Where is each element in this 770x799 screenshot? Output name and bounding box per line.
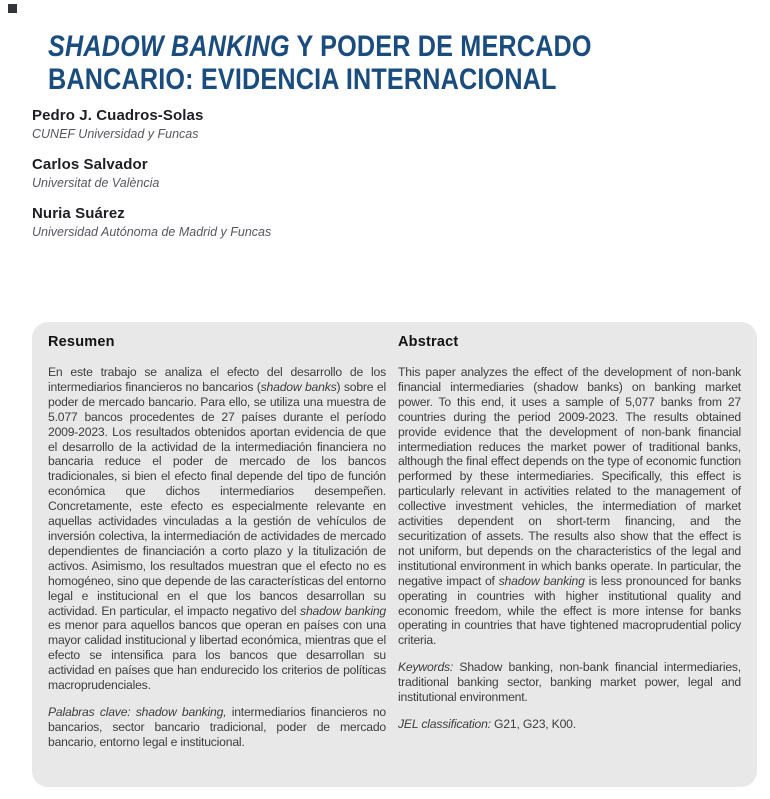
resumen-keywords: Palabras clave: shadow banking, intermediarios financieros no bancarios, sector bancario tradicional, poder de mercado bancario, entorno legal e institucional.	[48, 705, 386, 749]
author-name: Nuria Suárez	[32, 205, 125, 222]
author-affiliation: Universidad Autónoma de Madrid y Funcas	[32, 225, 272, 239]
author-list	[32, 106, 271, 253]
abstract-keywords: Keywords: Shadow banking, non-bank financial intermediaries, traditional banking sector, banking market power, legal and institutional environment.	[398, 660, 741, 705]
author-affiliation: CUNEF Universidad y Funcas	[32, 127, 199, 141]
abstract-body: This paper analyzes the effect of the development of non-bank financial intermediaries (shadow banks) on banking market power. To this end, it uses a sample of 5,077 banks from 27 countries during the period 2009-2023. The results obtained provide evidence that the development of non-bank financial intermediation reduces the market power of traditional banks, although the final effect depends on the type of economic function performed by these intermediaries. Specifically, this effect is particularly relevant in activities related to the management of collective investment vehicles, the intermediation of market activities dependent on short-term financing, and the securitization of assets. The results also show that the effect is not uniform, but depends on the characteristics of the legal and institutional environment in which banks operate. In particular, the negative impact of shadow banking is less pronounced for banks operating in countries with higher institutional quality and economic freedom, while the effect is more intense for banks operating in countries that have tightened macroprudential policy criteria.	[398, 365, 741, 648]
author-block	[32, 155, 271, 191]
abstract-heading: Abstract	[398, 334, 459, 350]
author-block	[32, 204, 271, 240]
resumen-heading: Resumen	[48, 334, 115, 350]
author-block	[32, 106, 271, 142]
page-corner-mark	[8, 4, 17, 13]
resumen-body: En este trabajo se analiza el efecto del desarrollo de los intermediarios financieros no bancarios (shadow banks) sobre el poder de mercado bancario. Para ello, se utiliza una muestra de 5.077 bancos procedentes de 27 países durante el período 2009-2023. Los resultados obtenidos aportan evidencia de que el desarrollo de la actividad de la intermediación financiera no bancaria reduce el poder de mercado de los bancos tradicionales, si bien el efecto final depende del tipo de función económica que dichos intermediarios desempeñen. Concretamente, este efecto es especialmente relevante en aquellas actividades vinculadas a la gestión de vehículos de inversión colectiva, la intermediación de actividades de mercado dependientes de financiación a corto plazo y la titulización de activos. Asimismo, los resultados muestran que el efecto no es homogéneo, sino que depende de las características del entorno legal e institucional en el que los bancos desarrollan su actividad. En particular, el impacto negativo del shadow banking es menor para aquellos bancos que operan en países con una mayor calidad institucional y libertad económica, mientras que el efecto se intensifica para los bancos que desarrollan su actividad en países que han endurecido los criterios de políticas macroprudenciales.	[48, 365, 386, 693]
author-affiliation: Universitat de València	[32, 176, 160, 190]
author-name: Pedro J. Cuadros-Solas	[32, 107, 204, 124]
paper-title-line-2: BANCARIO: EVIDENCIA INTERNACIONAL	[48, 63, 557, 96]
jel-classification: JEL classification: G21, G23, K00.	[398, 717, 576, 732]
abstract-column	[398, 334, 741, 762]
resumen-column	[48, 334, 386, 762]
author-name: Carlos Salvador	[32, 156, 148, 173]
paper-title-line-1: SHADOW BANKING Y PODER DE MERCADO	[48, 30, 592, 63]
paper-title	[48, 30, 695, 96]
abstract-panel	[32, 322, 757, 787]
abstract-columns	[48, 334, 741, 762]
